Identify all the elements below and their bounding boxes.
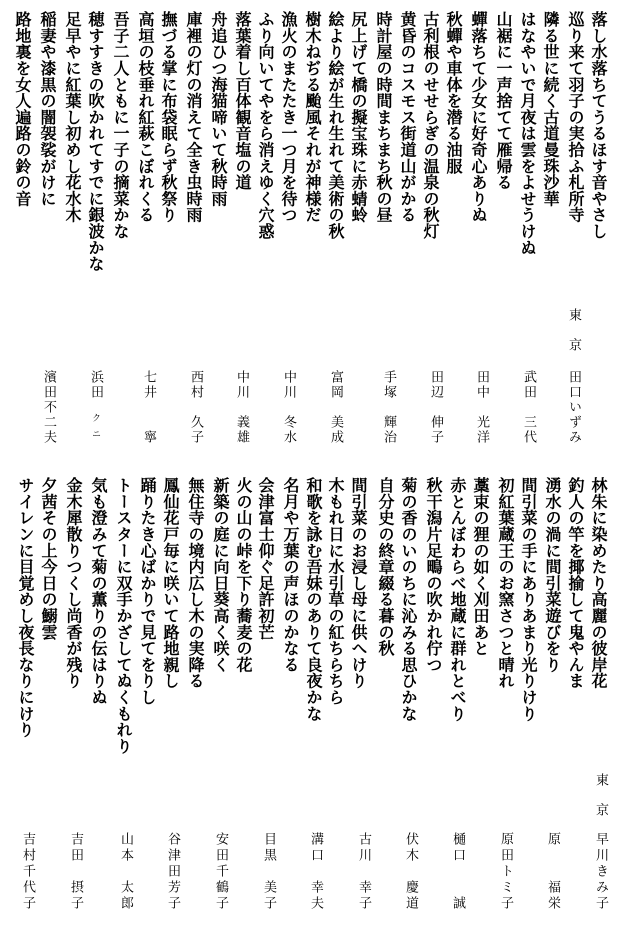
haiku-line: 赤とんぼわらべ地蔵に群れとべり [448, 477, 467, 722]
haiku-line: 夕茜その上今日の鰯雲 [39, 477, 58, 640]
haiku-line: 樹木ねぢる颱風それが神様だ [303, 11, 322, 223]
author-family-name: 中川 [281, 370, 296, 400]
author-given-name: 幸夫 [308, 880, 323, 912]
author-given-name: 福栄 [545, 880, 560, 912]
author-given-name: 伸子 [428, 415, 443, 445]
haiku-line: 藁束の狸の如く刈田あと [471, 477, 490, 657]
haiku-line: 自分史の終章綴る暮の秋 [376, 477, 395, 657]
haiku-line: 初紅葉蔵王のお窯さつと晴れ [496, 477, 515, 689]
haiku-line: 庫裡の灯の消えて全き虫時雨 [184, 11, 203, 223]
haiku-line: 高垣の枝垂れ紅萩こぼれくる [136, 11, 155, 223]
haiku-line: 路地裏を女人遍路の鈴の音 [13, 11, 32, 207]
haiku-line: 穂すすきの吹かれてすでに銀波かな [86, 11, 105, 272]
author-family-name: 田辺 [428, 370, 443, 400]
author-family-name: 安田 [213, 832, 228, 864]
haiku-line: 菊の香のいのちに沁みる思ひかな [399, 477, 418, 722]
author-family-name: 早川 [593, 832, 608, 864]
author-given-name: 三代 [521, 415, 536, 445]
author-given-name: 芳子 [165, 880, 180, 912]
haiku-line: 会津富士仰ぐ足許初芒 [256, 477, 275, 640]
haiku-line: 気も澄みて菊の薫りの伝はりぬ [89, 477, 108, 706]
haiku-line: 足早やに紅葉し初めし花水木 [63, 11, 82, 223]
haiku-line: 秋干潟片足鴫の吹かれ佇つ [424, 477, 443, 673]
haiku-line: 古利根のせせらぎの温泉の秋灯 [421, 11, 440, 240]
haiku-line: 間引菜のお浸し母に供へけり [349, 477, 368, 689]
author-name [593, 832, 607, 912]
haiku-line: 新築の庭に向日葵高く咲く [211, 477, 230, 673]
haiku-line: 稲妻や漆黒の闇袈裟がけに [38, 11, 57, 207]
author-given-name: 幸子 [356, 880, 371, 912]
author-family-name: 樋口 [450, 832, 465, 864]
haiku-line: 湧水の渦に間引菜遊びをり [543, 477, 562, 673]
region-label: 東京 [566, 308, 581, 368]
author-family-name: 古川 [356, 832, 371, 864]
author-given-name: 久子 [188, 415, 203, 445]
author-name [308, 832, 322, 912]
author-given-name: 寧 [141, 430, 156, 445]
author-given-name: 光洋 [474, 415, 489, 445]
author-name [545, 832, 559, 912]
author-given-name: 慶道 [403, 880, 418, 912]
haiku-line: 火の山の峠を下り蕎麦の花 [234, 477, 253, 673]
author-name [403, 832, 417, 912]
haiku-line: 鳳仙花戸毎に咲いて路地親し [161, 477, 180, 689]
author-given-name: 義雄 [234, 415, 249, 445]
author-name [68, 832, 82, 912]
author-name [281, 370, 295, 445]
haiku-line: 絵より絵が生れ生れて美術の秋 [326, 11, 345, 240]
author-name [521, 370, 535, 445]
author-name [213, 832, 227, 912]
author-given-name: きみ子 [593, 864, 608, 912]
region-label: 東京 [593, 773, 608, 833]
author-given-name: いずみ [566, 400, 581, 445]
haiku-line: 木もれ日に水引草の紅ちらちら [326, 477, 345, 706]
haiku-line: 蟬落ちて少女に好奇心ありぬ [469, 11, 488, 223]
author-given-name: 誠 [450, 896, 465, 912]
haiku-line: 金木犀散りつくし尚香が残り [64, 477, 83, 689]
haiku-line: 時計屋の時間まちまち秋の昼 [374, 11, 393, 223]
author-name [328, 370, 342, 445]
author-given-name: 美成 [328, 415, 343, 445]
author-name [566, 370, 580, 445]
author-name [20, 832, 34, 912]
author-name [261, 832, 275, 912]
author-name [450, 832, 464, 912]
author-name [356, 832, 370, 912]
author-given-name: 冬水 [281, 415, 296, 445]
haiku-line: 釣人の竿を揶揄して鬼やんま [566, 477, 585, 689]
author-given-name: 輝治 [381, 415, 396, 445]
author-family-name: 吉村 [20, 832, 35, 864]
author-family-name: 濱田 [41, 370, 56, 400]
author-name [188, 370, 202, 445]
haiku-line: 落し水落ちてうるほす音やさし [589, 11, 608, 240]
author-family-name: 山本 [118, 832, 133, 864]
author-family-name: 西村 [188, 370, 203, 400]
author-family-name: 原田 [498, 832, 513, 864]
author-given-name: 千代子 [20, 864, 35, 912]
author-name [234, 370, 248, 445]
author-family-name: 手塚 [381, 370, 396, 400]
author-given-name: 不二夫 [41, 400, 56, 445]
author-given-name: 摂子 [68, 880, 83, 912]
author-family-name: 伏木 [403, 832, 418, 864]
haiku-line: 名月や万葉の声ほのかなる [281, 477, 300, 673]
haiku-line: 林朱に染めたり高麗の彼岸花 [589, 477, 608, 689]
author-name [381, 370, 395, 445]
haiku-line: はなやいで月夜は雲をよせうけぬ [518, 11, 537, 256]
author-family-name: 田中 [474, 370, 489, 400]
haiku-line: 無住寺の境内広し木の実降る [186, 477, 205, 689]
haiku-line: 尻上げて橋の擬宝珠に赤蜻蛉 [349, 11, 368, 223]
author-given-name: トミ子 [498, 864, 513, 912]
author-name [428, 370, 442, 445]
haiku-line: 撫づる掌に布袋眠らず秋祭り [159, 11, 178, 223]
author-given-name: 千鶴子 [213, 864, 228, 912]
author-family-name: 富岡 [328, 370, 343, 400]
haiku-line: 落葉着し百体観音塩の道 [233, 11, 252, 191]
author-name [474, 370, 488, 445]
author-family-name: 田口 [566, 370, 581, 400]
haiku-line: 舟追ひつ海猫啼いて秋時雨 [209, 11, 228, 207]
author-family-name: 谷津田 [165, 832, 180, 880]
haiku-line: ふり向いてやをら消えゆく穴惑 [256, 11, 275, 240]
author-given-name: 太郎 [118, 880, 133, 912]
haiku-line: 黄昏のコスモス街道山がかる [398, 11, 417, 223]
haiku-line: 吾子二人ともに一子の摘菜かな [111, 11, 130, 240]
author-family-name: 吉田 [68, 832, 83, 864]
author-given-name: クニ [90, 413, 100, 445]
author-family-name: 七井 [141, 370, 156, 400]
haiku-line: 踊りたき心ばかりで見てをりし [138, 477, 157, 706]
author-family-name: 溝口 [308, 832, 323, 864]
haiku-line: 隣る世に続く古道曼珠沙華 [541, 11, 560, 207]
haiku-line: 巡り来て羽子の実拾ふ札所寺 [566, 11, 585, 223]
author-name [88, 370, 102, 445]
author-family-name: 武田 [521, 370, 536, 400]
author-family-name: 中川 [234, 370, 249, 400]
author-name [498, 832, 512, 912]
author-name [141, 370, 155, 445]
author-family-name: 目黒 [261, 832, 276, 864]
haiku-line: 秋蟬や車体を潜る油服 [444, 11, 463, 174]
haiku-line: 山裾に一声捨てて雁帰る [494, 11, 513, 191]
haiku-line: トースターに双手かざしてぬくもれり [114, 477, 133, 755]
author-name [165, 832, 179, 912]
author-family-name: 原 [545, 832, 560, 848]
author-family-name: 浜田 [88, 370, 103, 400]
author-name [118, 832, 132, 912]
haiku-line: 漁火のまたたき一つ月を待つ [279, 11, 298, 223]
haiku-line: 間引菜の手にありあまり光りけり [519, 477, 538, 722]
author-name [41, 370, 55, 445]
haiku-line: サイレンに目覚めし夜長なりにけり [16, 477, 35, 738]
author-given-name: 美子 [261, 880, 276, 912]
haiku-line: 和歌を詠む吾妹のありて良夜かな [304, 477, 323, 722]
